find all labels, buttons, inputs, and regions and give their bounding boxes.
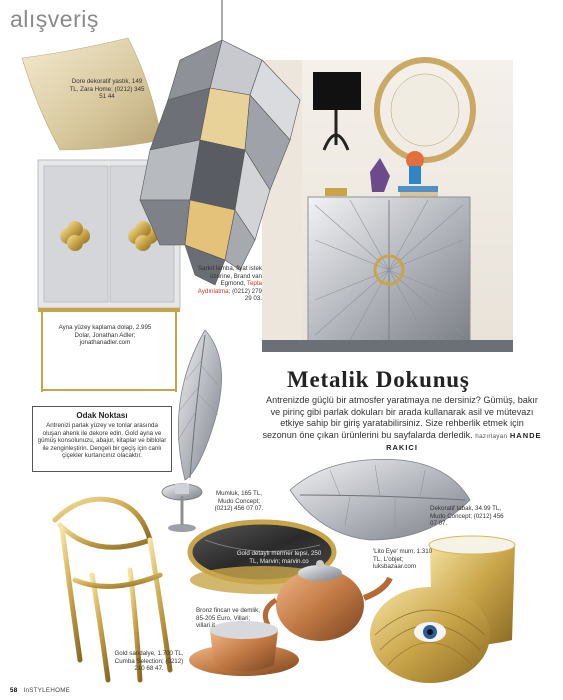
pendant-lamp-caption-text: Sarkıt lamba, fiyat istek üzerine, Brand van Egmond, (198, 265, 262, 288)
candle-caption: 'Lito Eye' mum, 1.310 TL, L'objet; luksbazaar.com (373, 548, 433, 571)
cabinet-caption: Ayna yüzey kaplama dolap, 2.995 Dolar, Jonathan Adler; jonathanadler.com (58, 324, 152, 347)
magazine-name: InSTYLEHOME (23, 687, 71, 694)
pillow-caption: Dore dekoratif yastık, 149 TL, Zara Home; (0212) 345 51 44 (69, 78, 145, 101)
focus-box (32, 406, 172, 472)
pendant-lamp-caption (192, 265, 262, 303)
candle-holder-caption: Mumluk, 165 TL, Mudo Concept; (0212) 456 07 07. (214, 490, 264, 513)
leaf-plate-image (290, 459, 470, 540)
gold-eye-box-image (370, 587, 490, 683)
room-photo (262, 60, 513, 352)
section-title: alışveriş (10, 6, 99, 32)
page-footer (10, 687, 70, 694)
pendant-lamp-phone: (0212) 279 29 03. (232, 287, 262, 303)
tray-caption: Gold detaylı mermer tepsi, 250 TL, Marvin; marvin.co (236, 550, 322, 565)
article-intro-text: Antrenizde güçlü bir atmosfer yaratmaya ne dersiniz? Gümüş, bakır ve pirinç gibi parlak dokuları bir arada kullanarak asil ve mütevazı etkiye sahip bir giriş yaratabilirsiniz. Size rehberlik etmek için sezonun öne çıkan ürünlerini bu sayfalarda derledik. (262, 395, 538, 440)
article-author: HANDE RAKICI (386, 430, 542, 453)
article-intro (262, 395, 542, 454)
chair-caption: Gold sandalye, 1.700 TL, Cumba Selection; (0212) 210 68 47. (114, 650, 184, 673)
focus-box-text: Antrenizi parlak yüzey ve tonlar arasında oluşan ahenk ile dekore edin. Gold ayna ve gümüş konsolunuzu, abajur, kitaplar ve biblolar ile zenginleştirin. Dengeli bir geçiş için canlı çiçekler kurtarıcınız olacaktır. (37, 422, 167, 460)
focus-box-heading: Odak Noktası (76, 411, 128, 420)
article-credit-prefix: hazırlayan (475, 432, 508, 440)
page-number: 58 (10, 687, 18, 694)
plate-caption: Dekoratif tabak, 34.99 TL, Mudo Concept; (0212) 456 07 07. (430, 505, 504, 528)
teaset-caption: Bronz fincan ve demlik, 85-205 Euro, Villari; villari.it (196, 607, 260, 630)
lighting-store-link[interactable]: Tepta Aydınlatma; (197, 280, 262, 295)
article-title: Metalik Dokunuş (287, 367, 470, 392)
